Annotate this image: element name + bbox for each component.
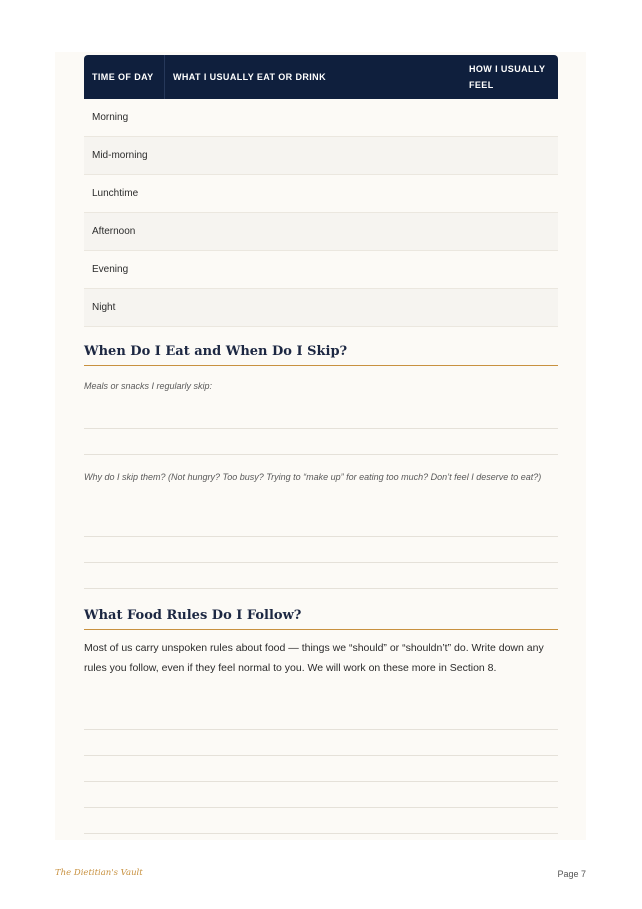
write-line[interactable] [84, 588, 558, 589]
write-line[interactable] [84, 454, 558, 455]
write-line[interactable] [84, 536, 558, 537]
write-line[interactable] [84, 807, 558, 808]
table-row-evening[interactable]: Evening [84, 251, 558, 289]
skip-section-title: When Do I Eat and When Do I Skip? [84, 344, 558, 366]
write-line[interactable] [84, 833, 558, 834]
skip-prompt-why: Why do I skip them? (Not hungry? Too busy? Trying to “make up” for eating too much? Don’t feel I deserve to eat?) [84, 472, 542, 482]
footer-brand: The Dietitian's Vault [55, 868, 143, 878]
table-row-mid-morning[interactable]: Mid-morning [84, 137, 558, 175]
table-row-afternoon[interactable]: Afternoon [84, 213, 558, 251]
table-row-morning[interactable]: Morning [84, 99, 558, 137]
column-header-time: TIME OF DAY [84, 55, 165, 99]
write-line[interactable] [84, 729, 558, 730]
column-header-eat: WHAT I USUALLY EAT OR DRINK [173, 72, 326, 82]
write-line[interactable] [84, 781, 558, 782]
page-number: Page 7 [557, 869, 586, 879]
rules-instructions: Most of us carry unspoken rules about food — things we “should” or “shouldn’t” do. Write down any rules you follow, even if they feel normal to you. We will work on these more in Section 8. [84, 642, 544, 674]
write-line[interactable] [84, 428, 558, 429]
write-line[interactable] [84, 755, 558, 756]
column-header-feel: HOW I USUALLY FEEL [469, 64, 546, 90]
rules-section-title: What Food Rules Do I Follow? [84, 608, 558, 630]
table-row-lunchtime[interactable]: Lunchtime [84, 175, 558, 213]
table-row-night[interactable]: Night [84, 289, 558, 327]
skip-prompt-meals: Meals or snacks I regularly skip: [84, 381, 213, 391]
food-diary-table [84, 55, 558, 327]
write-line[interactable] [84, 562, 558, 563]
table-header [84, 55, 558, 99]
